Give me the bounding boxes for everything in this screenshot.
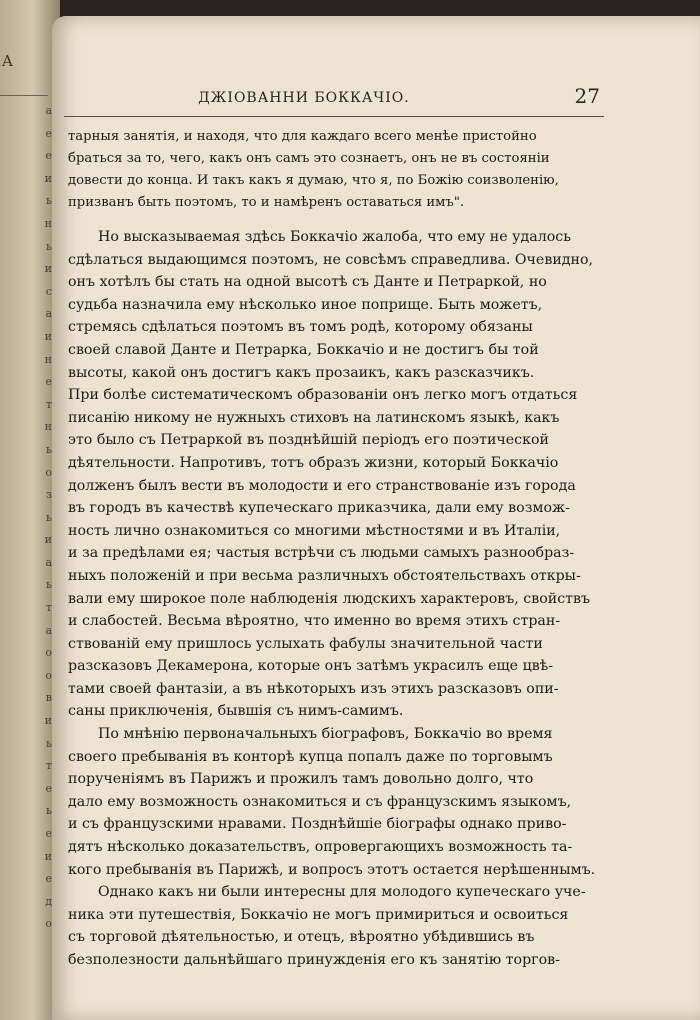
left-page-edge-line: а — [45, 623, 52, 637]
text-line: При болѣе систематическомъ образованіи онъ легко могъ отдаться — [68, 387, 578, 404]
left-page-edge-line: в — [45, 691, 52, 705]
quote-line: призванъ быть поэтомъ, то и намѣренъ оставаться имъ". — [68, 195, 465, 210]
text-line: долженъ былъ вести въ молодости и его странствованіе изъ города — [68, 477, 576, 494]
text-line: дятъ нѣсколько доказательствъ, опровергающихъ возможность та- — [68, 839, 573, 856]
left-page-edge-line: е — [45, 781, 52, 795]
text-line: Но высказываемая здѣсь Боккачіо жалоба, что ему не удалось — [98, 229, 571, 245]
text-line: ныхъ положеній и при весьма различныхъ обстоятельствахъ откры- — [68, 567, 581, 584]
left-page-edge-line: о — [45, 646, 52, 660]
text-line: разсказовъ Декамерона, которые онъ затѣмъ украсилъ еще цвѣ- — [68, 658, 554, 675]
left-page-edge-line: и — [44, 262, 52, 276]
left-page-edge-line: ь — [46, 736, 52, 750]
left-page-edge-line: ь — [46, 804, 52, 818]
text-line: ника эти путешествія, Боккачіо не могъ примириться и освоиться — [68, 906, 569, 923]
text-line: дало ему возможность ознакомиться и съ французскимъ языкомъ, — [68, 793, 572, 810]
left-page-edge-line: а — [45, 307, 52, 321]
left-page-edge-line: ь — [46, 578, 52, 592]
page-number: 27 — [574, 84, 600, 108]
text-line: съ торговой дѣятельностью, и отецъ, вѣроятно убѣдившись въ — [68, 929, 535, 946]
text-line: ность лично ознакомиться со многими мѣстностями и въ Италіи, — [68, 522, 561, 539]
quote-line: браться за то, чего, какъ онъ самъ это сознаетъ, онъ не въ состояніи — [68, 151, 550, 166]
left-page-edge-line: о — [45, 465, 52, 479]
left-page-edge-line: с — [45, 284, 52, 298]
page-body — [68, 126, 612, 972]
left-page-edge-line: н — [44, 420, 52, 434]
text-line: и съ французскими нравами. Позднѣйшіе біографы однако приво- — [68, 816, 567, 833]
quote-line: довести до конца. И такъ какъ я думаю, что я, по Божію соизволенію, — [68, 173, 559, 188]
text-line: ствованій ему пришлось услыхать фабулы значительной части — [68, 635, 543, 652]
text-line: дѣятельности. Напротивъ, тотъ образъ жизни, который Боккачіо — [68, 454, 559, 471]
left-page-corner-mark: A — [2, 52, 13, 70]
text-line: судьба назначила ему нѣсколько иное поприще. Быть можетъ, — [68, 296, 543, 313]
text-line: и слабостей. Весьма вѣроятно, что именно во время этихъ стран- — [68, 613, 561, 630]
text-line: и за предѣлами ея; частыя встрѣчи съ людьми самыхъ разнообраз- — [68, 545, 575, 562]
left-page-edge-line: e — [45, 149, 52, 163]
left-page-rule — [0, 95, 48, 96]
left-page-edge-line: а — [45, 555, 52, 569]
running-title: ДЖІОВАННИ БОККАЧІО. — [198, 90, 410, 106]
left-page-edge-line: з — [46, 488, 52, 502]
text-line: тами своей фантазіи, а въ нѣкоторыхъ изъ этихъ разсказовъ опи- — [68, 680, 559, 697]
text-line: высоты, какой онъ достигъ какъ прозаикъ, какъ разсказчикъ. — [68, 364, 535, 381]
text-line: въ городъ въ качествѣ купеческаго приказчика, дали ему возмож- — [68, 500, 570, 517]
text-line: безполезности дальнѣйшаго принужденія его къ занятію торгов- — [68, 952, 560, 968]
quote-block — [68, 126, 612, 214]
left-page-edge-line: е — [45, 872, 52, 886]
text-line: онъ хотѣлъ бы стать на одной высотѣ съ Данте и Петраркой, но — [68, 274, 547, 291]
left-page-edge-line: н — [44, 352, 52, 366]
text-line: стремясь сдѣлаться поэтомъ въ томъ родѣ, которому обязаны — [68, 319, 533, 336]
left-page-edge-line: и — [44, 329, 52, 343]
text-line: своего пребыванія въ конторѣ купца попалъ даже по торговымъ — [68, 748, 553, 765]
left-page-edge-line: и — [44, 533, 52, 547]
left-page-edge-line: ь — [46, 194, 52, 208]
text-line: кого пребыванія въ Парижѣ, и вопросъ этотъ остается нерѣшеннымъ. — [68, 861, 596, 878]
left-page-edge-line: о — [45, 917, 52, 931]
text-line: По мнѣнію первоначальныхъ біографовъ, Боккачіо во время — [98, 726, 553, 743]
left-page-edge-line: и — [44, 171, 52, 185]
left-page-edge-line: ь — [46, 510, 52, 524]
left-page-edge-line: т — [45, 397, 52, 411]
left-page-edge-line: д — [45, 894, 52, 908]
quote-line: тарныя занятія, и находя, что для каждаго всего менѣе пристойно — [68, 129, 537, 144]
main-text — [68, 226, 612, 972]
left-page-edge-line: о — [45, 668, 52, 682]
text-line: своей славой Данте и Петрарка, Боккачіо и не достигъ бы той — [68, 341, 539, 358]
text-line: саны приключенія, бывшія съ нимъ-самимъ. — [68, 703, 404, 720]
left-page-edge-line: ь — [46, 239, 52, 253]
text-line: вали ему широкое поле наблюденія людскихъ характеровъ, свойствъ — [68, 590, 591, 607]
text-line: порученіямъ въ Парижъ и прожилъ тамъ довольно долго, что — [68, 771, 534, 788]
left-page-edge-line: е — [45, 827, 52, 840]
left-page-edge-line: т — [45, 759, 52, 773]
left-page-edge-line: е — [45, 375, 52, 389]
left-page-edge-line: e — [45, 126, 52, 140]
text-line: сдѣлаться выдающимся поэтомъ, не совсѣмъ справедлива. Очевидно, — [68, 251, 594, 268]
left-page-edge-line: и — [44, 714, 52, 728]
text-line: это было съ Петраркой въ позднѣйшій періодъ его поэтической — [68, 432, 549, 449]
paragraph-gap — [68, 214, 612, 226]
text-line: Однако какъ ни были интересны для молодого купеческаго уче- — [98, 884, 586, 901]
left-page-edge-line: a — [45, 104, 52, 117]
text-line: писанію никому не нужныхъ стиховъ на латинскомъ языкѣ, какъ — [68, 409, 560, 426]
left-page-edge-text — [0, 100, 52, 936]
left-page-edge — [0, 0, 60, 1020]
left-page-edge-line: т — [45, 601, 52, 615]
running-header — [64, 80, 604, 117]
left-page-edge-line: и — [44, 849, 52, 863]
left-page-edge-line: н — [44, 216, 52, 230]
left-page-edge-line: ь — [46, 442, 52, 456]
